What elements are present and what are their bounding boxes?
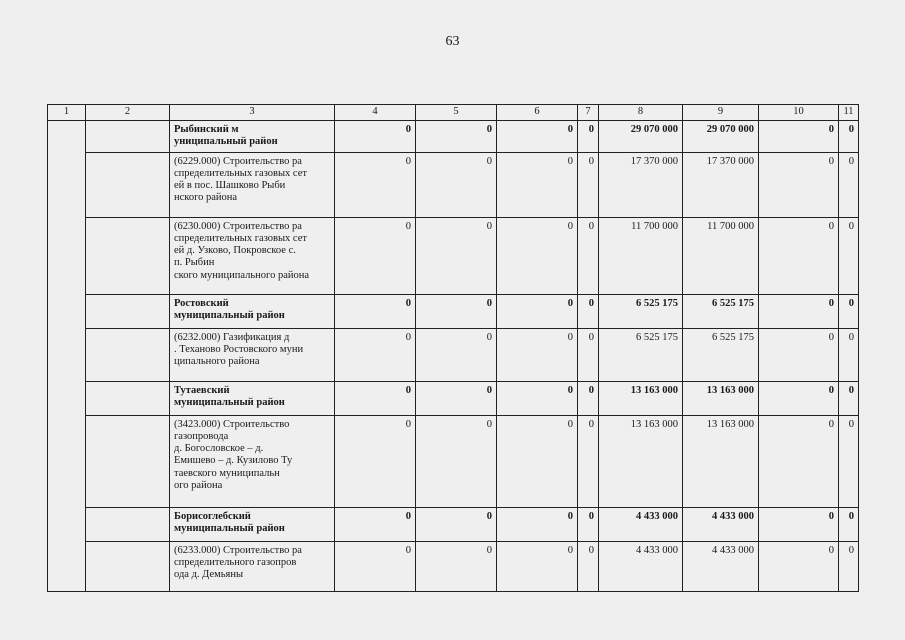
header-cell: 10 bbox=[759, 105, 839, 121]
value-cell: 0 bbox=[578, 294, 599, 328]
value-cell: 0 bbox=[497, 415, 578, 507]
value-cell: 29 070 000 bbox=[599, 121, 683, 153]
value-cell: 0 bbox=[578, 152, 599, 217]
value-cell: 0 bbox=[839, 507, 859, 541]
value-cell: 4 433 000 bbox=[599, 541, 683, 591]
col2-cell bbox=[86, 507, 170, 541]
value-cell: 0 bbox=[839, 381, 859, 415]
col2-cell bbox=[86, 381, 170, 415]
value-cell: 4 433 000 bbox=[599, 507, 683, 541]
value-cell: 0 bbox=[416, 121, 497, 153]
value-cell: 0 bbox=[578, 328, 599, 381]
value-cell: 0 bbox=[335, 121, 416, 153]
value-cell: 6 525 175 bbox=[599, 328, 683, 381]
value-cell: 0 bbox=[839, 415, 859, 507]
value-cell: 0 bbox=[839, 152, 859, 217]
value-cell: 0 bbox=[335, 381, 416, 415]
project-row bbox=[48, 328, 859, 381]
page-number: 63 bbox=[445, 34, 460, 49]
value-cell: 0 bbox=[335, 507, 416, 541]
row-name: (6229.000) Строительство ра спределительных газовых сет ей в пос. Шашково Рыби нского района bbox=[170, 152, 335, 217]
value-cell: 0 bbox=[497, 541, 578, 591]
value-cell: 0 bbox=[578, 415, 599, 507]
value-cell: 13 163 000 bbox=[683, 381, 759, 415]
value-cell: 0 bbox=[497, 381, 578, 415]
value-cell: 0 bbox=[416, 415, 497, 507]
district-total-row bbox=[48, 507, 859, 541]
value-cell: 0 bbox=[759, 217, 839, 294]
col2-cell bbox=[86, 217, 170, 294]
value-cell: 17 370 000 bbox=[683, 152, 759, 217]
value-cell: 0 bbox=[759, 415, 839, 507]
value-cell: 0 bbox=[578, 217, 599, 294]
value-cell: 0 bbox=[839, 121, 859, 153]
value-cell: 0 bbox=[335, 294, 416, 328]
value-cell: 0 bbox=[578, 381, 599, 415]
value-cell: 0 bbox=[497, 294, 578, 328]
value-cell: 0 bbox=[416, 381, 497, 415]
header-cell: 11 bbox=[839, 105, 859, 121]
project-row bbox=[48, 152, 859, 217]
value-cell: 11 700 000 bbox=[599, 217, 683, 294]
row-name: Рыбинский м униципальный район bbox=[170, 121, 335, 153]
col2-cell bbox=[86, 328, 170, 381]
budget-table bbox=[47, 104, 859, 592]
value-cell: 0 bbox=[839, 217, 859, 294]
value-cell: 0 bbox=[416, 541, 497, 591]
header-cell: 3 bbox=[170, 105, 335, 121]
value-cell: 0 bbox=[497, 152, 578, 217]
value-cell: 0 bbox=[416, 294, 497, 328]
value-cell: 6 525 175 bbox=[683, 328, 759, 381]
value-cell: 0 bbox=[759, 381, 839, 415]
row-name: (6232.000) Газификация д . Теханово Ростовского муни ципального района bbox=[170, 328, 335, 381]
value-cell: 13 163 000 bbox=[599, 381, 683, 415]
value-cell: 11 700 000 bbox=[683, 217, 759, 294]
value-cell: 13 163 000 bbox=[599, 415, 683, 507]
value-cell: 0 bbox=[578, 507, 599, 541]
value-cell: 29 070 000 bbox=[683, 121, 759, 153]
value-cell: 17 370 000 bbox=[599, 152, 683, 217]
value-cell: 0 bbox=[497, 217, 578, 294]
header-cell: 9 bbox=[683, 105, 759, 121]
value-cell: 0 bbox=[416, 152, 497, 217]
row-name: (6230.000) Строительство ра спределительных газовых сет ей д. Узково, Покровское с. п. Рыбин ского муниципального района bbox=[170, 217, 335, 294]
value-cell: 0 bbox=[416, 328, 497, 381]
row-name: (3423.000) Строительство газопровода д. Богословское – д. Емишево – д. Кузилово Ту таевского муниципальн ого района bbox=[170, 415, 335, 507]
header-row bbox=[48, 105, 859, 121]
value-cell: 0 bbox=[759, 541, 839, 591]
value-cell: 4 433 000 bbox=[683, 541, 759, 591]
value-cell: 0 bbox=[839, 328, 859, 381]
header-cell: 6 bbox=[497, 105, 578, 121]
value-cell: 6 525 175 bbox=[599, 294, 683, 328]
value-cell: 0 bbox=[497, 507, 578, 541]
value-cell: 0 bbox=[416, 217, 497, 294]
col2-cell bbox=[86, 541, 170, 591]
col1-cell bbox=[48, 121, 86, 592]
value-cell: 0 bbox=[497, 328, 578, 381]
value-cell: 0 bbox=[759, 507, 839, 541]
header-cell: 5 bbox=[416, 105, 497, 121]
col2-cell bbox=[86, 415, 170, 507]
value-cell: 13 163 000 bbox=[683, 415, 759, 507]
header-cell: 2 bbox=[86, 105, 170, 121]
value-cell: 0 bbox=[335, 415, 416, 507]
value-cell: 0 bbox=[759, 294, 839, 328]
row-name: Ростовский муниципальный район bbox=[170, 294, 335, 328]
header-cell: 7 bbox=[578, 105, 599, 121]
value-cell: 0 bbox=[497, 121, 578, 153]
district-total-row bbox=[48, 381, 859, 415]
value-cell: 0 bbox=[759, 121, 839, 153]
value-cell: 0 bbox=[335, 328, 416, 381]
value-cell: 0 bbox=[759, 328, 839, 381]
value-cell: 0 bbox=[416, 507, 497, 541]
header-cell: 8 bbox=[599, 105, 683, 121]
row-name: Тутаевский муниципальный район bbox=[170, 381, 335, 415]
header-cell: 4 bbox=[335, 105, 416, 121]
value-cell: 4 433 000 bbox=[683, 507, 759, 541]
col2-cell bbox=[86, 121, 170, 153]
value-cell: 0 bbox=[578, 541, 599, 591]
value-cell: 6 525 175 bbox=[683, 294, 759, 328]
row-name: Борисоглебский муниципальный район bbox=[170, 507, 335, 541]
row-name: (6233.000) Строительство ра спределительного газопров ода д. Демьяны bbox=[170, 541, 335, 591]
value-cell: 0 bbox=[578, 121, 599, 153]
value-cell: 0 bbox=[335, 217, 416, 294]
value-cell: 0 bbox=[335, 541, 416, 591]
project-row bbox=[48, 217, 859, 294]
district-total-row bbox=[48, 294, 859, 328]
col2-cell bbox=[86, 152, 170, 217]
header-cell: 1 bbox=[48, 105, 86, 121]
col2-cell bbox=[86, 294, 170, 328]
value-cell: 0 bbox=[759, 152, 839, 217]
value-cell: 0 bbox=[839, 294, 859, 328]
value-cell: 0 bbox=[839, 541, 859, 591]
district-total-row bbox=[48, 121, 859, 153]
project-row bbox=[48, 541, 859, 591]
table-body bbox=[48, 105, 859, 592]
project-row bbox=[48, 415, 859, 507]
value-cell: 0 bbox=[335, 152, 416, 217]
